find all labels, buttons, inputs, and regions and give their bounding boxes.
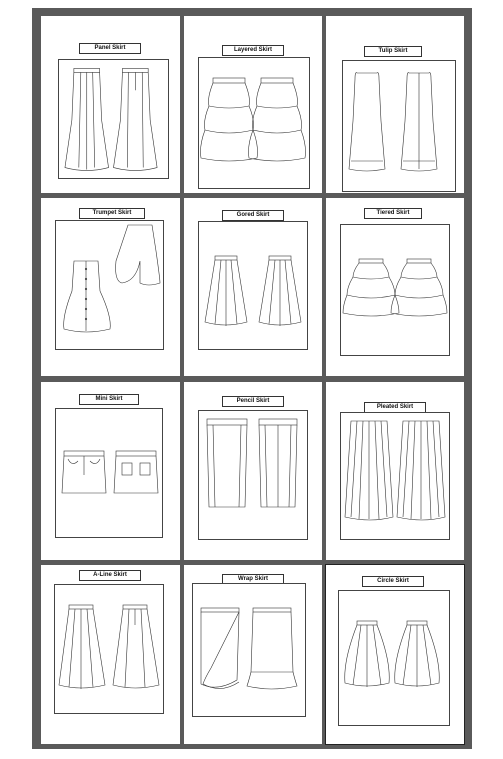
trumpet-skirt-sketch: [56, 221, 163, 349]
card-label: Wrap Skirt: [222, 574, 284, 585]
skirt-illustration: [340, 412, 450, 540]
card-label: Panel Skirt: [79, 43, 141, 54]
card-wrap-skirt[interactable]: [184, 565, 322, 744]
card-mini-skirt[interactable]: [41, 382, 180, 560]
circle-skirt-sketch: [339, 591, 449, 725]
tiered-skirt-sketch: [341, 225, 449, 355]
card-tulip-skirt[interactable]: [326, 16, 464, 193]
card-tiered-skirt[interactable]: [326, 198, 464, 376]
card-label: Tulip Skirt: [364, 46, 422, 57]
card-layered-skirt[interactable]: [184, 16, 322, 193]
gored-skirt-sketch: [199, 222, 307, 349]
pencil-skirt-sketch: [199, 411, 307, 539]
card-label: Tiered Skirt: [364, 208, 422, 219]
layered-skirt-sketch: [199, 58, 309, 188]
card-circle-skirt[interactable]: [326, 565, 464, 744]
skirt-illustration: [55, 220, 164, 350]
card-pencil-skirt[interactable]: [184, 382, 322, 560]
card-label: Mini Skirt: [79, 394, 139, 405]
skirt-illustration: [54, 584, 164, 714]
wrap-skirt-sketch: [193, 584, 305, 716]
skirt-illustration: [198, 57, 310, 189]
skirt-illustration: [198, 221, 308, 350]
pleated-skirt-sketch: [341, 413, 449, 539]
card-trumpet-skirt[interactable]: [41, 198, 180, 376]
skirt-illustration: [342, 60, 456, 192]
a-line-skirt-sketch: [55, 585, 163, 713]
skirt-illustration: [340, 224, 450, 356]
card-label: Pleated Skirt: [364, 402, 426, 413]
skirt-illustration: [58, 59, 169, 179]
board: [32, 8, 472, 749]
card-pleated-skirt[interactable]: [326, 382, 464, 560]
card-label: A-Line Skirt: [79, 570, 141, 581]
card-label: Pencil Skirt: [222, 396, 284, 407]
mini-skirt-sketch: [56, 409, 162, 537]
card-label: Circle Skirt: [362, 576, 424, 587]
card-label: Trumpet Skirt: [79, 208, 145, 219]
skirt-illustration: [338, 590, 450, 726]
card-panel-skirt[interactable]: [41, 16, 180, 193]
skirt-illustration: [192, 583, 306, 717]
card-label: Layered Skirt: [222, 45, 284, 56]
card-label: Gored Skirt: [222, 210, 284, 221]
skirt-illustration: [55, 408, 163, 538]
card-a-line-skirt[interactable]: [41, 565, 180, 744]
tulip-skirt-sketch: [343, 61, 455, 191]
skirt-illustration: [198, 410, 308, 540]
card-gored-skirt[interactable]: [184, 198, 322, 376]
panel-skirt-sketch: [59, 60, 168, 178]
